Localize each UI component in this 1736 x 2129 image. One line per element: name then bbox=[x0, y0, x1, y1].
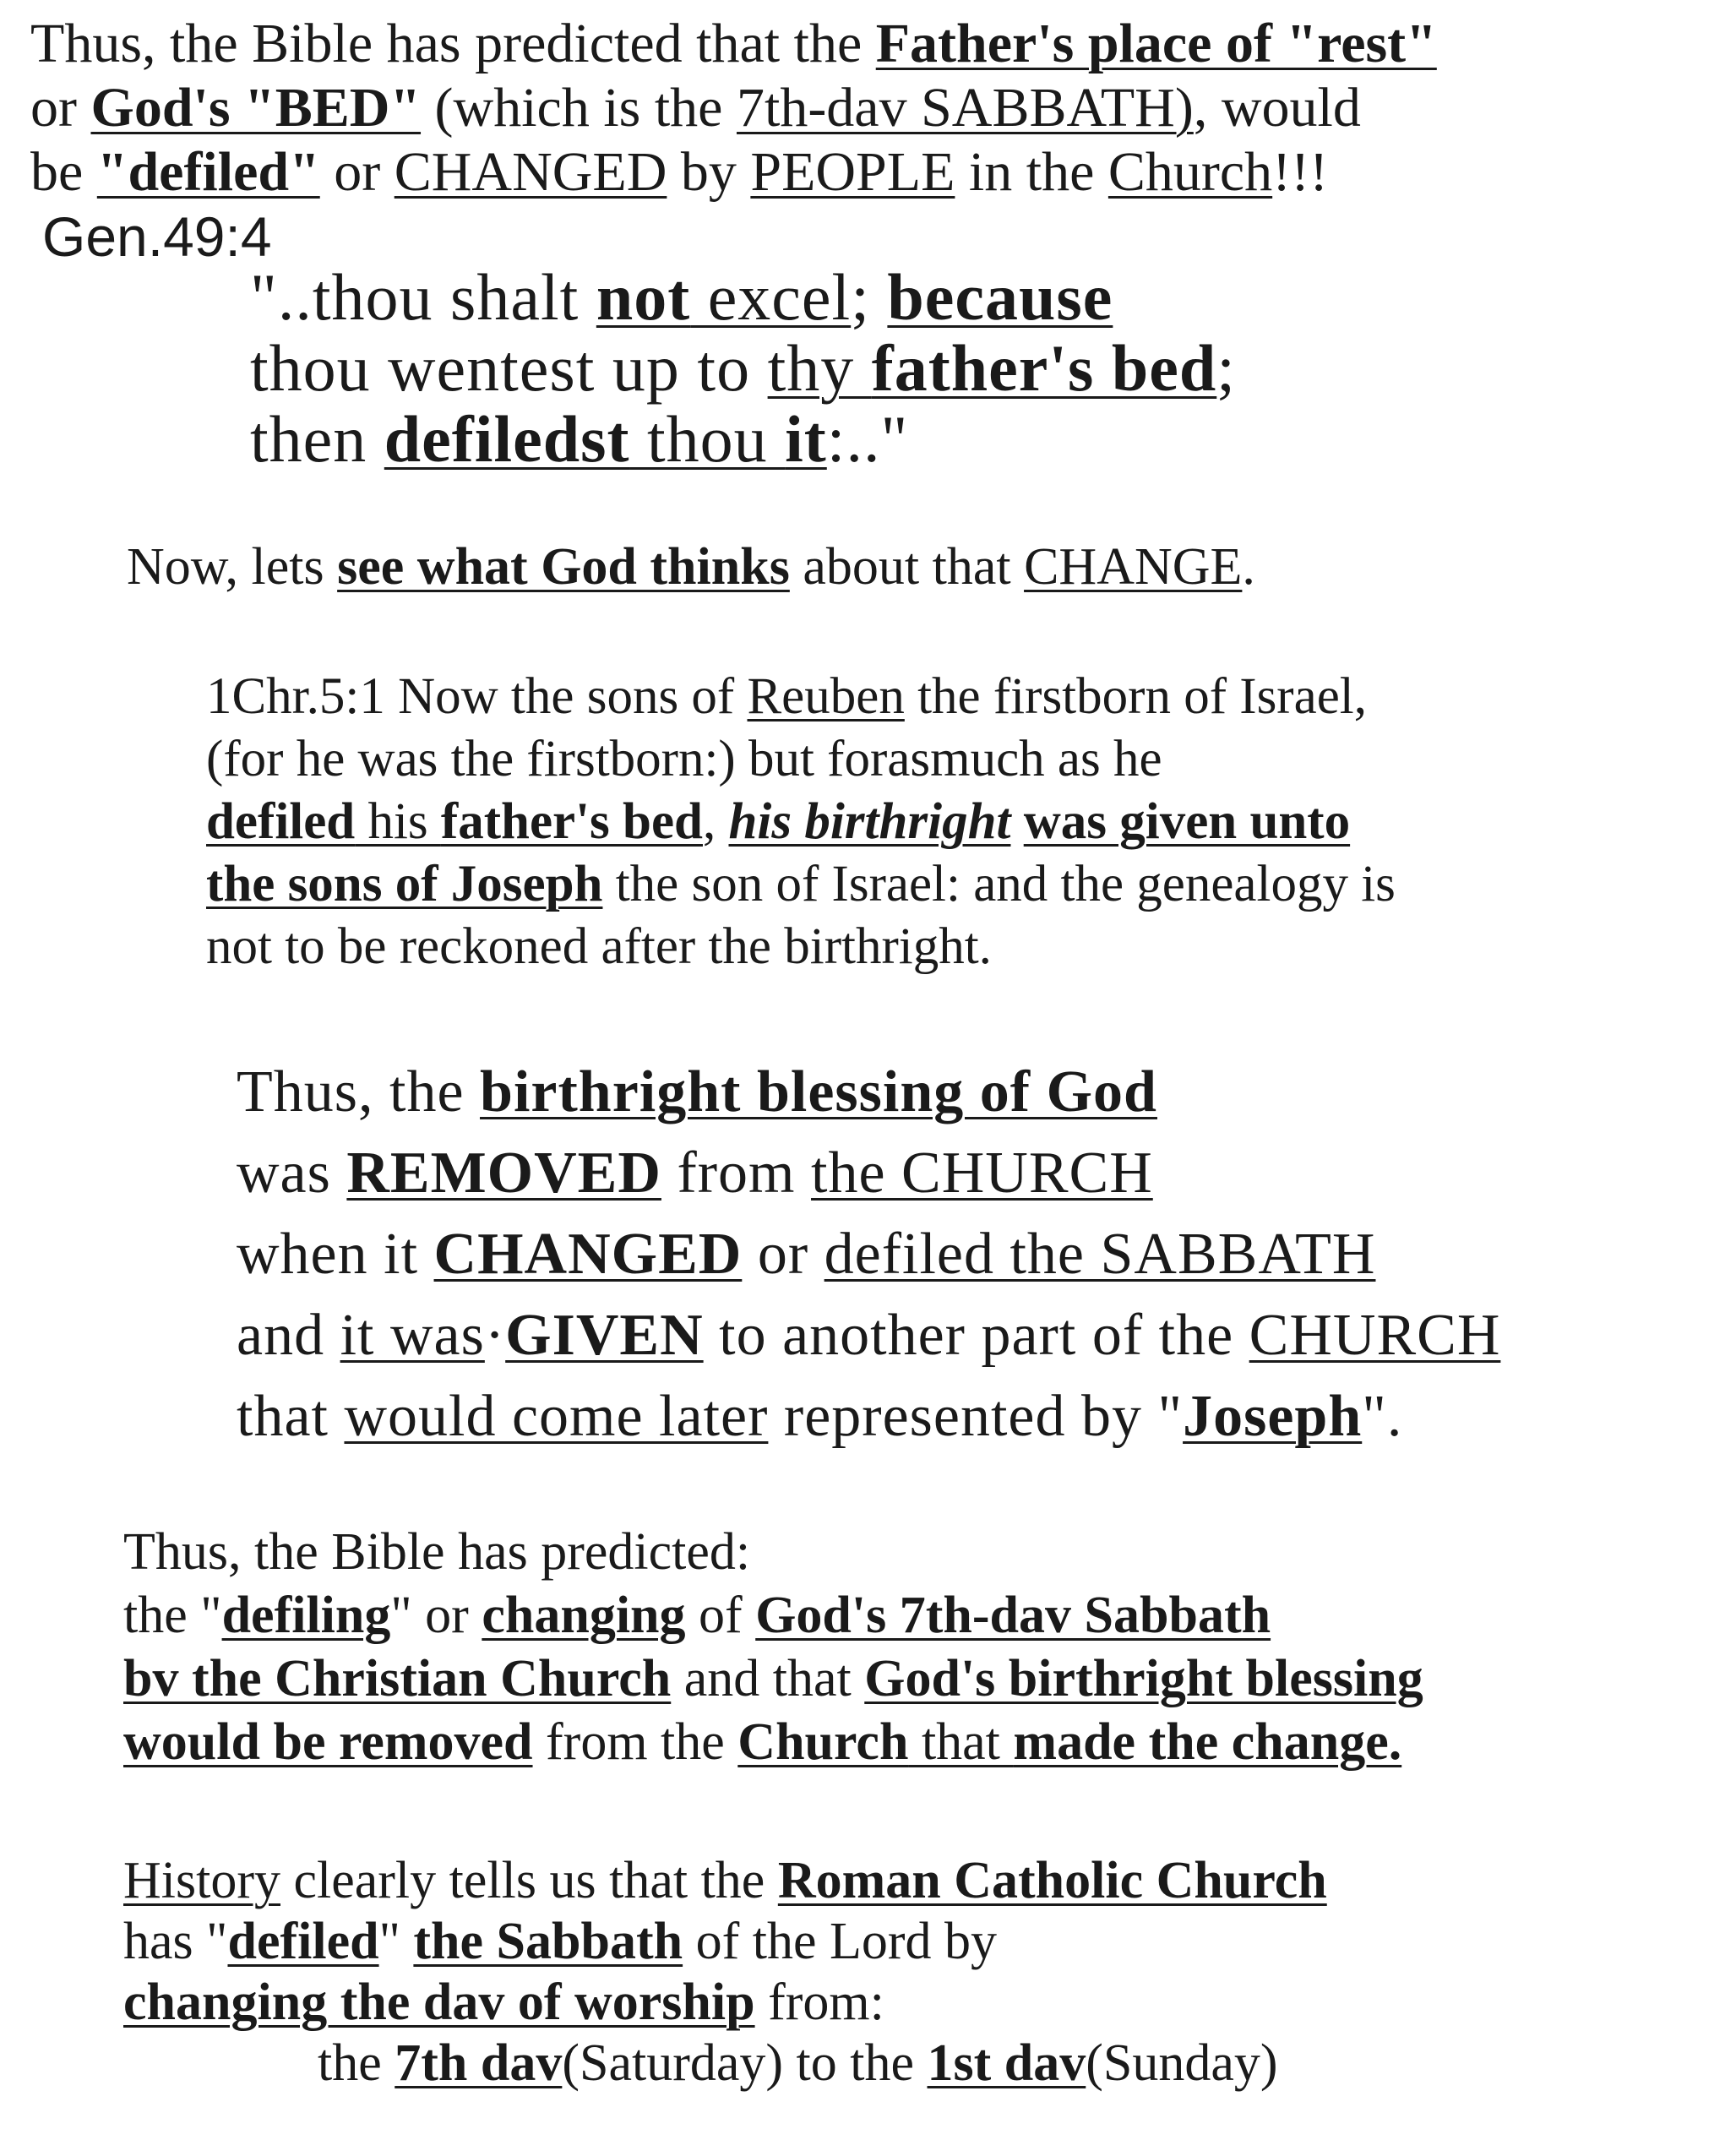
underlined-text: defiling bbox=[221, 1587, 391, 1644]
text-line bbox=[123, 2033, 1327, 2094]
text-line bbox=[30, 140, 1437, 204]
text-segment: thou wentest up to bbox=[250, 331, 768, 405]
text-line bbox=[123, 1911, 1327, 1972]
text-segment: from the bbox=[532, 1713, 738, 1771]
text-line bbox=[237, 1295, 1500, 1376]
underlined-text: that bbox=[908, 1713, 1014, 1771]
genesis-quote bbox=[250, 262, 1236, 475]
text-segment: of the Lord by bbox=[683, 1913, 998, 1970]
text-line bbox=[250, 404, 1236, 475]
text-line bbox=[237, 1376, 1500, 1457]
underlined-text: the sons of Joseph bbox=[206, 856, 603, 912]
text-segment: of bbox=[685, 1587, 756, 1644]
history-paragraph bbox=[123, 1850, 1327, 2094]
text-segment: 1Chr.5:1 Now the sons of bbox=[206, 668, 748, 725]
underlined-text: excel bbox=[690, 260, 852, 334]
text-segment: the son of Israel: and the genealogy is bbox=[602, 856, 1396, 912]
text-line bbox=[206, 853, 1396, 916]
underlined-text: the CHURCH bbox=[811, 1141, 1153, 1206]
underlined-text: was given unto bbox=[1023, 793, 1351, 850]
text-segment: clearly tells us that the bbox=[280, 1852, 778, 1909]
underlined-text: see what God thinks bbox=[337, 538, 790, 596]
text-segment: " bbox=[378, 1913, 414, 1970]
text-line bbox=[206, 728, 1396, 791]
intro-paragraph bbox=[30, 12, 1437, 270]
underlined-text: Father's place of "rest" bbox=[875, 13, 1437, 74]
text-line bbox=[250, 262, 1236, 333]
text-line bbox=[123, 1584, 1423, 1647]
text-segment: has " bbox=[123, 1913, 228, 1970]
text-segment: Thus, the Bible has predicted that the bbox=[30, 13, 876, 74]
underlined-text: CHANGED bbox=[433, 1222, 743, 1287]
text-segment: from bbox=[661, 1141, 812, 1206]
underlined-text: changing bbox=[482, 1587, 686, 1644]
text-segment: Gen.49:4 bbox=[42, 205, 272, 268]
text-line bbox=[206, 791, 1396, 853]
text-segment: "..thou shalt bbox=[250, 260, 596, 334]
text-segment: the bbox=[318, 2034, 395, 2092]
text-line bbox=[123, 1521, 1423, 1584]
underlined-text: CHURCH bbox=[1249, 1303, 1501, 1368]
underlined-text: Church bbox=[1107, 141, 1273, 203]
text-segment: ; bbox=[1216, 331, 1236, 405]
underlined-text: History bbox=[123, 1852, 280, 1909]
underlined-text: 7th-dav SABBATH) bbox=[736, 77, 1194, 139]
underlined-text: God's birthright blessing bbox=[864, 1650, 1423, 1707]
underlined-text: GIVEN bbox=[505, 1303, 704, 1368]
text-segment: . bbox=[1242, 538, 1255, 596]
underlined-text: thy bbox=[767, 331, 872, 405]
chronicles-quote bbox=[206, 666, 1396, 978]
text-segment: not to be reckoned after the birthright. bbox=[206, 918, 992, 975]
underlined-text: 1st dav bbox=[927, 2034, 1086, 2092]
underlined-text: father's bed bbox=[440, 793, 703, 850]
text-segment: · bbox=[484, 1303, 506, 1368]
text-segment: from: bbox=[754, 1974, 884, 2031]
underlined-text: Church bbox=[737, 1713, 909, 1771]
underlined-text: Joseph bbox=[1183, 1384, 1363, 1449]
text-segment: represented by " bbox=[768, 1384, 1184, 1449]
underlined-text: his bbox=[355, 793, 441, 850]
underlined-text: Roman Catholic Church bbox=[777, 1852, 1327, 1909]
underlined-text: defiledst bbox=[384, 402, 630, 476]
transition-line bbox=[127, 537, 1255, 596]
text-segment: was bbox=[237, 1141, 347, 1206]
text-line bbox=[123, 1850, 1327, 1911]
text-segment: and that bbox=[671, 1650, 865, 1707]
text-segment: ; bbox=[851, 260, 888, 334]
underlined-text: "defiled" bbox=[96, 141, 320, 203]
underlined-text: CHANGED bbox=[394, 141, 667, 203]
underlined-text: not bbox=[596, 260, 691, 334]
underlined-text: bv the Christian Church bbox=[123, 1650, 672, 1707]
underlined-text: PEOPLE bbox=[750, 141, 955, 203]
prediction-summary bbox=[123, 1521, 1423, 1774]
underlined-text: his birthright bbox=[728, 793, 1011, 850]
text-line bbox=[30, 76, 1437, 140]
text-segment: !!! bbox=[1272, 141, 1329, 203]
text-segment: Thus, the Bible has predicted: bbox=[123, 1523, 751, 1581]
text-segment: " or bbox=[390, 1587, 482, 1644]
text-segment: or bbox=[319, 141, 395, 203]
text-line bbox=[237, 1052, 1500, 1133]
underlined-text: 7th dav bbox=[395, 2034, 563, 2092]
text-segment: (Saturday) to the bbox=[562, 2034, 928, 2092]
underlined-text: birthright blessing of God bbox=[480, 1059, 1157, 1124]
underlined-text: defiled bbox=[206, 793, 356, 850]
underlined-text: changing the dav of worship bbox=[123, 1974, 755, 2031]
text-line bbox=[206, 666, 1396, 728]
text-segment: , would bbox=[1193, 77, 1361, 139]
text-line bbox=[30, 12, 1437, 76]
text-segment: (for he was the firstborn:) but forasmuch as he bbox=[206, 731, 1162, 787]
text-segment bbox=[1010, 793, 1023, 850]
text-segment: when it bbox=[237, 1222, 434, 1287]
underlined-text: father's bed bbox=[871, 331, 1217, 405]
underlined-text: defiled bbox=[227, 1913, 379, 1970]
text-segment: (Sunday) bbox=[1086, 2034, 1278, 2092]
underlined-text: CHANGE bbox=[1024, 538, 1243, 596]
text-line bbox=[123, 1972, 1327, 2033]
underlined-text: made the change. bbox=[1013, 1713, 1402, 1771]
text-segment: the firstborn of Israel, bbox=[904, 668, 1367, 725]
underlined-text: it was bbox=[340, 1303, 485, 1368]
underlined-text: would come later bbox=[344, 1384, 769, 1449]
text-line bbox=[127, 537, 1255, 596]
text-line bbox=[250, 333, 1236, 404]
text-segment: in the bbox=[955, 141, 1108, 203]
underlined-text: God's "BED" bbox=[90, 77, 422, 139]
text-segment: that bbox=[237, 1384, 345, 1449]
underlined-text: God's 7th-dav Sabbath bbox=[755, 1587, 1271, 1644]
underlined-text: would be removed bbox=[123, 1713, 533, 1771]
underlined-text: thou bbox=[629, 402, 786, 476]
text-segment: Now, lets bbox=[127, 538, 338, 596]
underlined-text: defiled the SABBATH bbox=[824, 1222, 1376, 1287]
text-segment: ". bbox=[1362, 1384, 1403, 1449]
text-segment: , bbox=[702, 793, 729, 850]
underlined-text: it bbox=[785, 402, 827, 476]
text-segment: be bbox=[30, 141, 97, 203]
text-segment: or bbox=[30, 77, 91, 139]
text-segment: Thus, the bbox=[237, 1059, 481, 1124]
text-segment: about that bbox=[789, 538, 1025, 596]
text-line bbox=[206, 916, 1396, 978]
text-segment: the " bbox=[123, 1587, 222, 1644]
text-segment: by bbox=[667, 141, 751, 203]
text-segment: (which is the bbox=[421, 77, 737, 139]
text-segment: to another part of the bbox=[703, 1303, 1249, 1368]
underlined-text: the Sabbath bbox=[413, 1913, 683, 1970]
underlined-text: Reuben bbox=[747, 668, 905, 725]
birthright-paragraph bbox=[237, 1052, 1500, 1457]
text-segment: then bbox=[250, 402, 384, 476]
text-line bbox=[123, 1647, 1423, 1711]
text-line bbox=[237, 1214, 1500, 1295]
text-segment: :.." bbox=[826, 402, 909, 476]
underlined-text: REMOVED bbox=[346, 1141, 661, 1206]
underlined-text: because bbox=[887, 260, 1113, 334]
text-line bbox=[123, 1711, 1423, 1774]
text-segment: or bbox=[742, 1222, 824, 1287]
text-segment: and bbox=[237, 1303, 340, 1368]
text-line bbox=[237, 1133, 1500, 1214]
